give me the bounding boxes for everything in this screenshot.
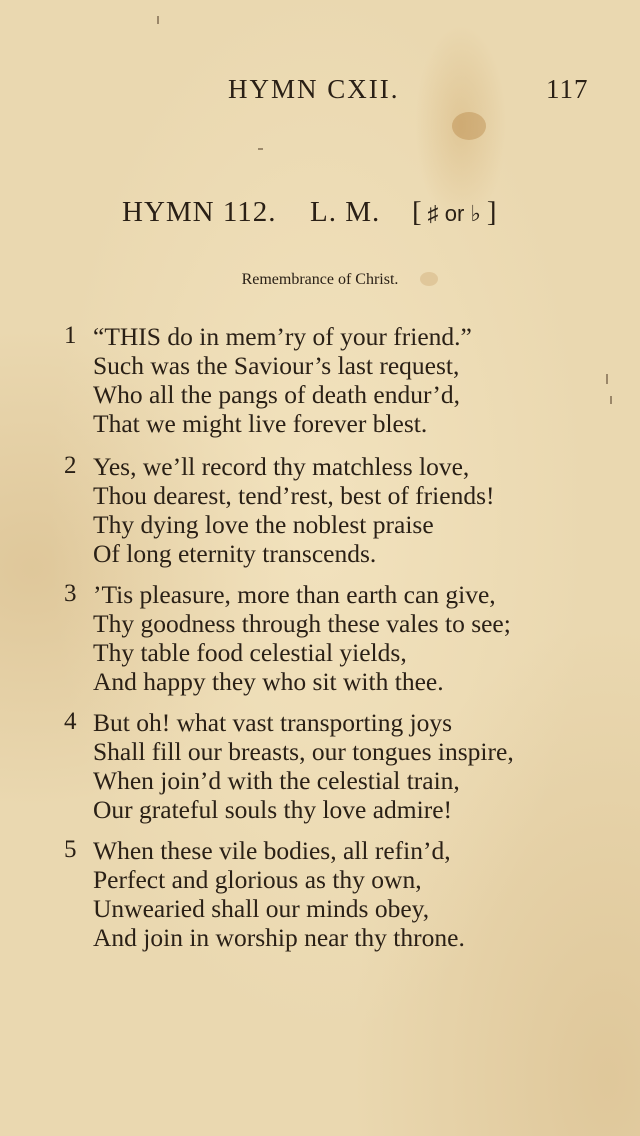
verse-line: But oh! what vast transporting joys (93, 708, 453, 737)
verse-line: Yes, we’ll record thy matchless love, (93, 452, 470, 481)
hymn-title: HYMN 112. (122, 196, 277, 228)
verse-line: Perfect and glorious as thy own, (93, 865, 422, 894)
verse-line: Our grateful souls thy love admire! (93, 795, 453, 824)
verse-number: 3 (64, 580, 77, 607)
verse-line: That we might live forever blest. (93, 409, 428, 438)
verse-line: Thy goodness through these vales to see; (93, 609, 511, 638)
verse-line: Unwearied shall our minds obey, (93, 894, 430, 923)
key-bracket-close: ] (486, 196, 497, 228)
hymn-subtitle: Remembrance of Christ. (241, 271, 399, 288)
ink-speck (157, 16, 159, 24)
verse-line: When these vile bodies, all refin’d, (93, 836, 451, 865)
ink-speck (258, 148, 263, 150)
ink-speck (610, 396, 612, 404)
verse-number: 5 (64, 836, 77, 863)
key-signature (412, 196, 497, 229)
running-head (0, 74, 640, 108)
hymn-meter: L. M. (310, 196, 381, 228)
hymn-heading (0, 196, 640, 236)
verse-line: Shall fill our breasts, our tongues inspire, (93, 737, 514, 766)
key-bracket-open: [ (412, 196, 422, 228)
key-text: ♯ or ♭ (427, 201, 481, 226)
verse-line: Thy table food celestial yields, (93, 638, 407, 667)
running-title: HYMN CXII. (228, 74, 400, 104)
verse-line: And join in worship near thy throne. (93, 923, 465, 952)
verse-line: And happy they who sit with thee. (93, 667, 444, 696)
verse-line: Such was the Saviour’s last request, (93, 351, 460, 380)
verse-number: 4 (64, 708, 77, 735)
verse-line: ’Tis pleasure, more than earth can give, (93, 580, 496, 609)
verse-line: Who all the pangs of death endur’d, (93, 380, 461, 409)
page-number: 117 (546, 74, 589, 104)
verse-line: Thy dying love the noblest praise (93, 510, 434, 539)
ink-speck (606, 374, 608, 384)
verse-line: When join’d with the celestial train, (93, 766, 460, 795)
verse-number: 1 (64, 322, 77, 349)
verse-line: Of long eternity transcends. (93, 539, 377, 568)
verse-number: 2 (64, 452, 77, 479)
verse-line: “THIS do in mem’ry of your friend.” (93, 322, 472, 351)
verse-line: Thou dearest, tend’rest, best of friends! (93, 481, 495, 510)
foxing-stain (452, 112, 486, 140)
